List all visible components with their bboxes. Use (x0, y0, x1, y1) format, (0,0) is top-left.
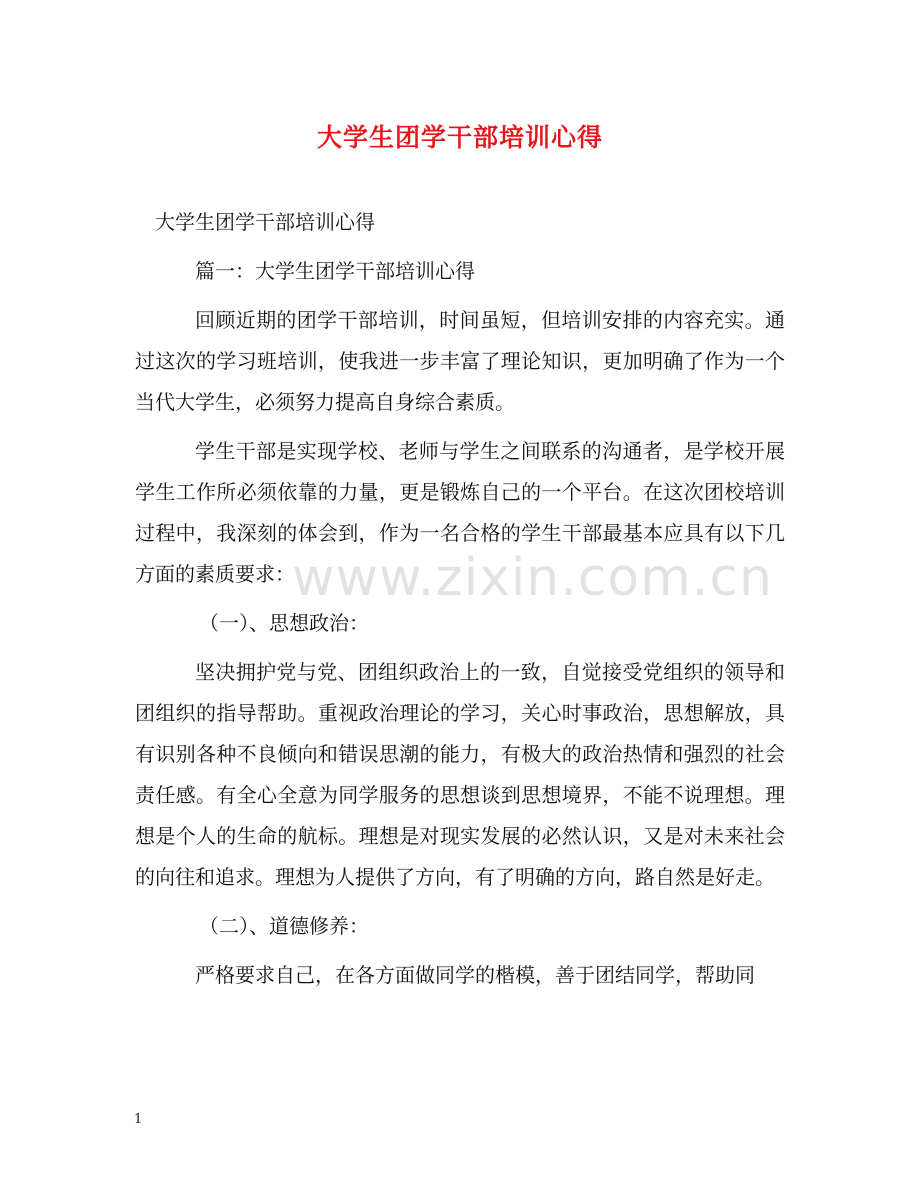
body-paragraph: 学生干部是实现学校、老师与学生之间联系的沟通者，是学校开展学生工作所必须依靠的力量，更是锻炼自己的一个平台。在这次团校培训过程中，我深刻的体会到，作为一名合格的学生干部最基本应具有以下几方面的素质要求： (135, 439, 785, 586)
chapter-heading: 篇一：大学生团学干部培训心得 (195, 259, 475, 283)
body-paragraph: 严格要求自己，在各方面做同学的楷模，善于团结同学，帮助同 (195, 963, 755, 987)
section-heading: （二）、道德修养： (199, 914, 369, 938)
body-paragraph: 回顾近期的团学干部培训，时间虽短，但培训安排的内容充实。通过这次的学习班培训，使我进一步丰富了理论知识，更加明确了作为一个当代大学生，必须努力提高自身综合素质。 (135, 308, 785, 414)
watermark-text: www.zixin.com.cn (292, 548, 773, 608)
page-number: 1 (134, 1112, 143, 1127)
subtitle-paragraph: 大学生团学干部培训心得 (155, 210, 375, 234)
document-title: 大学生团学干部培训心得 (316, 123, 603, 152)
section-heading: （一）、思想政治： (199, 611, 369, 635)
body-paragraph: 坚决拥护党与党、团组织政治上的一致，自觉接受党组织的领导和团组织的指导帮助。重视政治理论的学习，关心时事政治，思想解放，具有识别各种不良倾向和错误思潮的能力，有极大的政治热情和强烈的社会责任感。有全心全意为同学服务的思想谈到思想境界，不能不说理想。理想是个人的生命的航标。理想是对现实发展的必然认识，又是对未来社会的向往和追求。理想为人提供了方向，有了明确的方向，路自然是好走。 (135, 660, 785, 889)
